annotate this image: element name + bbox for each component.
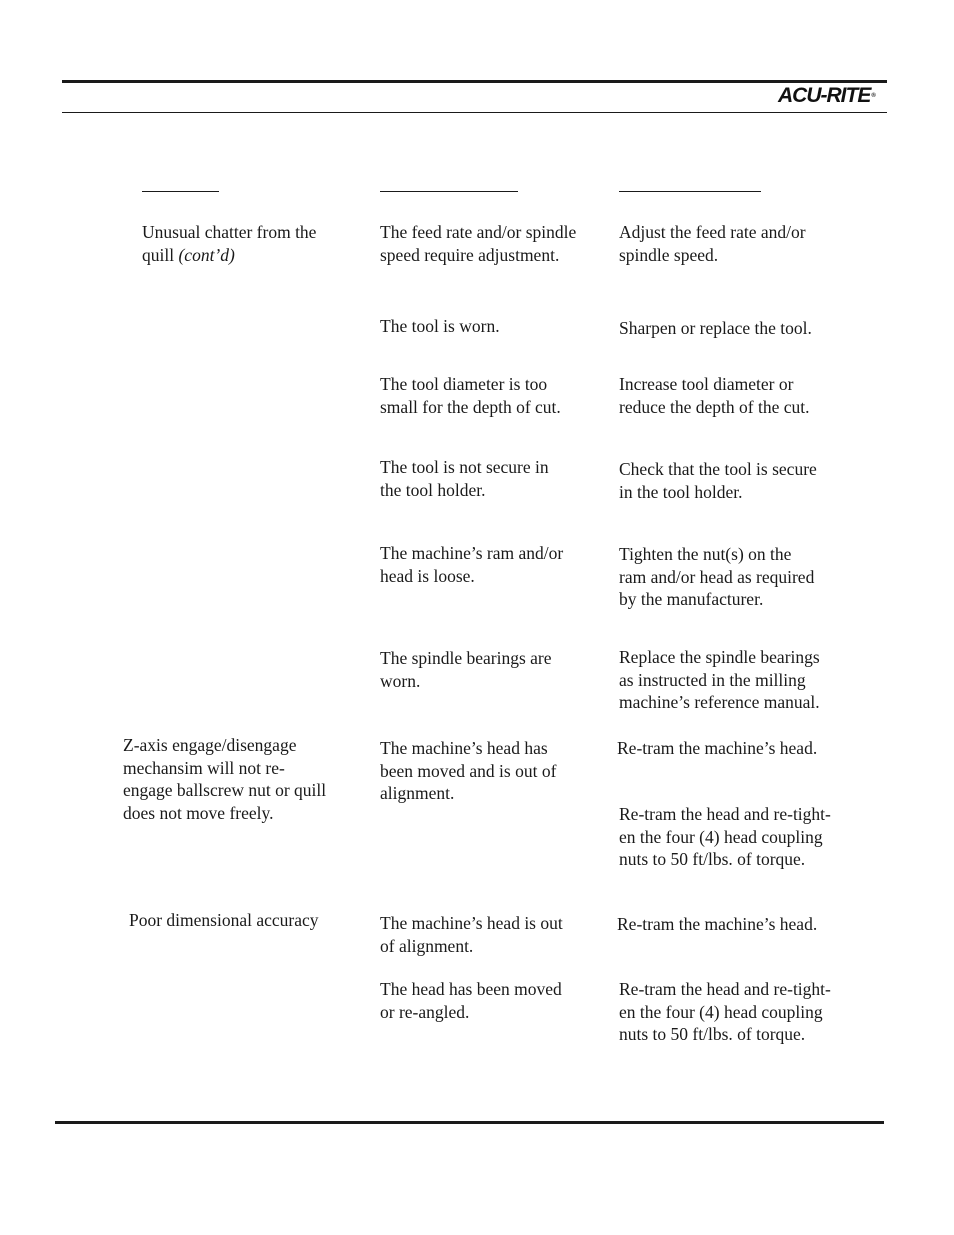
text-line: in the tool holder.: [619, 481, 743, 502]
text-line: worn.: [380, 670, 421, 691]
continued-note: (cont’d): [178, 244, 235, 265]
header-rule-thin: [62, 112, 887, 113]
text-line: machine’s reference manual.: [619, 692, 820, 713]
text-line: been moved and is out of: [380, 760, 557, 781]
solution-cell: [619, 458, 817, 503]
text-line: Adjust the feed rate and/or: [619, 222, 806, 242]
text-line: The feed rate and/or spindle: [380, 222, 577, 242]
cause-cell: [380, 315, 500, 338]
solution-column-heading-rule: [619, 191, 761, 192]
problem-cell: [123, 734, 326, 824]
text-line: The machine’s ram and/or: [380, 543, 564, 563]
text-line: [142, 244, 316, 267]
problem-column-heading-rule: [142, 191, 219, 192]
text-line: small for the depth of cut.: [380, 396, 561, 417]
solution-cell: [617, 737, 817, 760]
text-line: The tool diameter is too: [380, 374, 548, 394]
cause-cell: [380, 456, 549, 501]
text-line: as instructed in the milling: [619, 669, 806, 690]
text-line: of alignment.: [380, 935, 474, 956]
text-line: Sharpen or replace the tool.: [619, 318, 812, 338]
text-line: Tighten the nut(s) on the: [619, 544, 792, 564]
cause-cell: [380, 647, 552, 692]
text-line: Unusual chatter from the: [142, 222, 317, 242]
header-rule-thick: [62, 80, 887, 83]
solution-cell: [619, 978, 831, 1046]
text-line: Re-tram the machine’s head.: [617, 914, 818, 934]
text-line: does not move freely.: [123, 802, 274, 823]
text-line: head is loose.: [380, 565, 475, 586]
cause-cell: [380, 373, 561, 418]
text-line: or re-angled.: [380, 1001, 470, 1022]
text-line: the tool holder.: [380, 479, 486, 500]
solution-cell: [619, 646, 820, 714]
text-line: Z-axis engage/disengage: [123, 735, 297, 755]
text-line: Re-tram the machine’s head.: [617, 738, 818, 758]
cause-column-heading-rule: [380, 191, 518, 192]
cause-cell: [380, 221, 576, 266]
text-line: Poor dimensional accuracy: [129, 910, 319, 930]
solution-cell: [619, 373, 809, 418]
cause-cell: [380, 542, 563, 587]
problem-cell: [142, 221, 316, 266]
problem-text: quill: [142, 244, 175, 265]
text-line: The tool is not secure in: [380, 457, 549, 477]
solution-cell: [617, 913, 817, 936]
text-line: reduce the depth of the cut.: [619, 396, 810, 417]
text-line: en the four (4) head coupling: [619, 826, 823, 847]
cause-cell: [380, 737, 556, 805]
text-line: mechansim will not re-: [123, 757, 285, 778]
text-line: spindle speed.: [619, 244, 719, 265]
cause-cell: [380, 978, 562, 1023]
cause-cell: [380, 912, 563, 957]
solution-cell: [619, 317, 812, 340]
solution-cell: [619, 221, 806, 266]
text-line: en the four (4) head coupling: [619, 1001, 823, 1022]
text-line: engage ballscrew nut or quill: [123, 780, 327, 801]
logo-text: ACU-RITE: [778, 84, 871, 107]
text-line: Increase tool diameter or: [619, 374, 794, 394]
text-line: alignment.: [380, 783, 455, 804]
text-line: Replace the spindle bearings: [619, 647, 820, 667]
registered-mark: ®: [871, 93, 876, 99]
acu-rite-logo: [778, 84, 876, 108]
text-line: speed require adjustment.: [380, 244, 560, 265]
text-line: Re-tram the head and re-tight-: [619, 979, 831, 999]
text-line: nuts to 50 ft/lbs. of torque.: [619, 849, 806, 870]
solution-cell-secondary: [619, 803, 831, 871]
text-line: nuts to 50 ft/lbs. of torque.: [619, 1024, 806, 1045]
text-line: Re-tram the head and re-tight-: [619, 804, 831, 824]
text-line: The tool is worn.: [380, 316, 500, 336]
text-line: The machine’s head has: [380, 738, 548, 758]
text-line: by the manufacturer.: [619, 589, 764, 610]
problem-cell: [129, 909, 319, 932]
text-line: The head has been moved: [380, 979, 562, 999]
footer-rule: [55, 1121, 884, 1124]
text-line: The spindle bearings are: [380, 648, 552, 668]
text-line: Check that the tool is secure: [619, 459, 817, 479]
text-line: The machine’s head is out: [380, 913, 563, 933]
text-line: ram and/or head as required: [619, 566, 815, 587]
solution-cell: [619, 543, 814, 611]
